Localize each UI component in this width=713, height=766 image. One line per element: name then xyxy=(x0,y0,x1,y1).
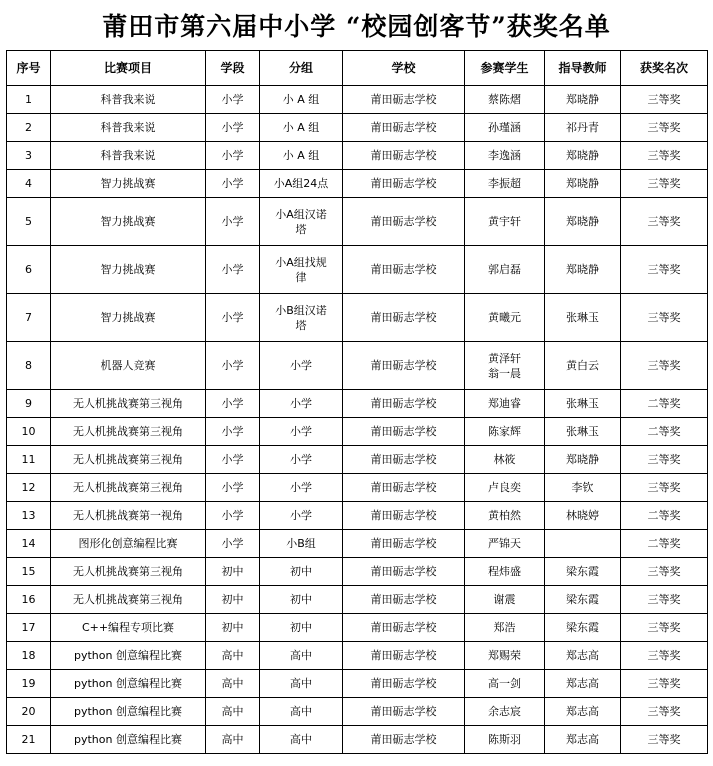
cell-no: 21 xyxy=(7,726,51,754)
cell-student: 李振超 xyxy=(465,170,545,198)
cell-teacher: 李钦 xyxy=(545,474,621,502)
cell-school: 莆田砺志学校 xyxy=(343,114,465,142)
table-row xyxy=(7,558,708,586)
cell-student: 林筱 xyxy=(465,446,545,474)
cell-no: 10 xyxy=(7,418,51,446)
table-row xyxy=(7,170,708,198)
cell-event: python 创意编程比赛 xyxy=(51,726,206,754)
table-row xyxy=(7,198,708,246)
cell-student: 黄柏然 xyxy=(465,502,545,530)
cell-award: 三等奖 xyxy=(621,246,708,294)
cell-event: 智力挑战赛 xyxy=(51,198,206,246)
cell-group: 小A组24点 xyxy=(260,170,343,198)
cell-teacher: 梁东霞 xyxy=(545,586,621,614)
table-row xyxy=(7,474,708,502)
cell-no: 15 xyxy=(7,558,51,586)
cell-level: 小学 xyxy=(206,418,260,446)
header-cell-student: 参赛学生 xyxy=(465,51,545,86)
table-row xyxy=(7,530,708,558)
cell-level: 初中 xyxy=(206,558,260,586)
cell-level: 初中 xyxy=(206,586,260,614)
cell-level: 小学 xyxy=(206,86,260,114)
cell-no: 14 xyxy=(7,530,51,558)
cell-group: 初中 xyxy=(260,586,343,614)
cell-student: 孙瑾涵 xyxy=(465,114,545,142)
cell-event: 科普我来说 xyxy=(51,86,206,114)
header-row xyxy=(7,51,708,86)
cell-teacher: 梁东霞 xyxy=(545,558,621,586)
cell-no: 11 xyxy=(7,446,51,474)
cell-level: 小学 xyxy=(206,170,260,198)
cell-teacher: 郑晓静 xyxy=(545,198,621,246)
cell-teacher: 林晓婷 xyxy=(545,502,621,530)
cell-school: 莆田砺志学校 xyxy=(343,502,465,530)
cell-event: 智力挑战赛 xyxy=(51,170,206,198)
cell-event: 无人机挑战赛第三视角 xyxy=(51,390,206,418)
cell-group: 小 A 组 xyxy=(260,142,343,170)
table-row xyxy=(7,114,708,142)
cell-teacher: 郑晓静 xyxy=(545,446,621,474)
cell-award: 三等奖 xyxy=(621,698,708,726)
award-table xyxy=(6,50,708,754)
table-row xyxy=(7,246,708,294)
cell-level: 小学 xyxy=(206,502,260,530)
cell-student: 余志宸 xyxy=(465,698,545,726)
table-row xyxy=(7,642,708,670)
cell-event: python 创意编程比赛 xyxy=(51,642,206,670)
cell-event: 无人机挑战赛第三视角 xyxy=(51,474,206,502)
table-row xyxy=(7,86,708,114)
cell-group: 高中 xyxy=(260,642,343,670)
cell-school: 莆田砺志学校 xyxy=(343,530,465,558)
cell-school: 莆田砺志学校 xyxy=(343,698,465,726)
table-row xyxy=(7,294,708,342)
cell-event: 科普我来说 xyxy=(51,142,206,170)
table-row xyxy=(7,726,708,754)
cell-school: 莆田砺志学校 xyxy=(343,142,465,170)
cell-award: 三等奖 xyxy=(621,558,708,586)
cell-no: 17 xyxy=(7,614,51,642)
cell-group: 小 A 组 xyxy=(260,114,343,142)
cell-group: 小B组汉诺 塔 xyxy=(260,294,343,342)
cell-no: 19 xyxy=(7,670,51,698)
header-cell-group: 分组 xyxy=(260,51,343,86)
header-cell-no: 序号 xyxy=(7,51,51,86)
cell-level: 小学 xyxy=(206,474,260,502)
cell-award: 三等奖 xyxy=(621,586,708,614)
cell-school: 莆田砺志学校 xyxy=(343,726,465,754)
cell-event: 无人机挑战赛第三视角 xyxy=(51,586,206,614)
cell-award: 二等奖 xyxy=(621,530,708,558)
cell-school: 莆田砺志学校 xyxy=(343,342,465,390)
cell-award: 三等奖 xyxy=(621,474,708,502)
cell-award: 三等奖 xyxy=(621,294,708,342)
table-row xyxy=(7,614,708,642)
cell-teacher: 郑晓静 xyxy=(545,170,621,198)
cell-award: 三等奖 xyxy=(621,614,708,642)
cell-award: 三等奖 xyxy=(621,170,708,198)
cell-award: 三等奖 xyxy=(621,114,708,142)
cell-group: 小学 xyxy=(260,474,343,502)
cell-award: 三等奖 xyxy=(621,446,708,474)
cell-student: 郑赐荣 xyxy=(465,642,545,670)
cell-group: 高中 xyxy=(260,726,343,754)
cell-no: 16 xyxy=(7,586,51,614)
cell-student: 严锦天 xyxy=(465,530,545,558)
cell-school: 莆田砺志学校 xyxy=(343,246,465,294)
cell-no: 1 xyxy=(7,86,51,114)
cell-group: 小B组 xyxy=(260,530,343,558)
cell-event: 无人机挑战赛第一视角 xyxy=(51,502,206,530)
cell-award: 二等奖 xyxy=(621,418,708,446)
cell-student: 陈家辉 xyxy=(465,418,545,446)
cell-student: 谢震 xyxy=(465,586,545,614)
cell-level: 高中 xyxy=(206,670,260,698)
cell-teacher: 梁东霞 xyxy=(545,614,621,642)
cell-award: 三等奖 xyxy=(621,670,708,698)
cell-level: 高中 xyxy=(206,642,260,670)
cell-school: 莆田砺志学校 xyxy=(343,86,465,114)
cell-teacher: 郑志高 xyxy=(545,698,621,726)
cell-no: 18 xyxy=(7,642,51,670)
cell-no: 4 xyxy=(7,170,51,198)
cell-student: 黄宇轩 xyxy=(465,198,545,246)
cell-school: 莆田砺志学校 xyxy=(343,294,465,342)
cell-level: 小学 xyxy=(206,142,260,170)
cell-teacher: 张琳玉 xyxy=(545,294,621,342)
cell-level: 小学 xyxy=(206,294,260,342)
cell-school: 莆田砺志学校 xyxy=(343,670,465,698)
cell-group: 小A组找规 律 xyxy=(260,246,343,294)
cell-school: 莆田砺志学校 xyxy=(343,614,465,642)
cell-no: 9 xyxy=(7,390,51,418)
cell-event: python 创意编程比赛 xyxy=(51,698,206,726)
page-title: 莆田市第六届中小学 “校园创客节”获奖名单 xyxy=(102,12,611,41)
cell-group: 小学 xyxy=(260,502,343,530)
cell-teacher: 祁丹青 xyxy=(545,114,621,142)
cell-level: 高中 xyxy=(206,698,260,726)
header-cell-award: 获奖名次 xyxy=(621,51,708,86)
cell-no: 12 xyxy=(7,474,51,502)
cell-student: 程炜盛 xyxy=(465,558,545,586)
cell-group: 高中 xyxy=(260,670,343,698)
cell-student: 陈斯羽 xyxy=(465,726,545,754)
cell-teacher: 郑晓静 xyxy=(545,142,621,170)
cell-level: 小学 xyxy=(206,390,260,418)
cell-no: 13 xyxy=(7,502,51,530)
cell-level: 小学 xyxy=(206,198,260,246)
cell-event: C++编程专项比赛 xyxy=(51,614,206,642)
cell-group: 初中 xyxy=(260,558,343,586)
cell-teacher: 张琳玉 xyxy=(545,418,621,446)
cell-teacher xyxy=(545,530,621,558)
cell-award: 三等奖 xyxy=(621,198,708,246)
table-row xyxy=(7,670,708,698)
cell-student: 卢良奕 xyxy=(465,474,545,502)
cell-event: 智力挑战赛 xyxy=(51,246,206,294)
cell-school: 莆田砺志学校 xyxy=(343,558,465,586)
cell-student: 郑迪睿 xyxy=(465,390,545,418)
cell-no: 7 xyxy=(7,294,51,342)
cell-group: 小学 xyxy=(260,446,343,474)
cell-teacher: 黄白云 xyxy=(545,342,621,390)
cell-level: 小学 xyxy=(206,342,260,390)
cell-award: 二等奖 xyxy=(621,502,708,530)
cell-student: 黄泽轩 翁一晨 xyxy=(465,342,545,390)
cell-event: 智力挑战赛 xyxy=(51,294,206,342)
table-row xyxy=(7,142,708,170)
cell-teacher: 郑晓静 xyxy=(545,86,621,114)
cell-school: 莆田砺志学校 xyxy=(343,418,465,446)
cell-student: 蔡陈熠 xyxy=(465,86,545,114)
cell-no: 2 xyxy=(7,114,51,142)
cell-group: 小A组汉诺 塔 xyxy=(260,198,343,246)
table-row xyxy=(7,418,708,446)
cell-group: 高中 xyxy=(260,698,343,726)
table-row xyxy=(7,446,708,474)
table-row xyxy=(7,586,708,614)
cell-no: 6 xyxy=(7,246,51,294)
cell-no: 8 xyxy=(7,342,51,390)
cell-award: 二等奖 xyxy=(621,390,708,418)
header-cell-teacher: 指导教师 xyxy=(545,51,621,86)
cell-level: 小学 xyxy=(206,530,260,558)
cell-award: 三等奖 xyxy=(621,142,708,170)
cell-group: 小学 xyxy=(260,418,343,446)
table-row xyxy=(7,342,708,390)
cell-award: 三等奖 xyxy=(621,726,708,754)
table-row xyxy=(7,390,708,418)
cell-school: 莆田砺志学校 xyxy=(343,586,465,614)
cell-student: 高一剑 xyxy=(465,670,545,698)
cell-student: 李逸涵 xyxy=(465,142,545,170)
header-cell-level: 学段 xyxy=(206,51,260,86)
table-row xyxy=(7,698,708,726)
cell-teacher: 郑晓静 xyxy=(545,246,621,294)
cell-school: 莆田砺志学校 xyxy=(343,642,465,670)
cell-event: 无人机挑战赛第三视角 xyxy=(51,418,206,446)
cell-group: 小 A 组 xyxy=(260,86,343,114)
cell-teacher: 郑志高 xyxy=(545,670,621,698)
cell-group: 初中 xyxy=(260,614,343,642)
cell-school: 莆田砺志学校 xyxy=(343,170,465,198)
cell-no: 20 xyxy=(7,698,51,726)
cell-student: 郭启磊 xyxy=(465,246,545,294)
cell-school: 莆田砺志学校 xyxy=(343,446,465,474)
cell-school: 莆田砺志学校 xyxy=(343,390,465,418)
cell-teacher: 郑志高 xyxy=(545,642,621,670)
cell-group: 小学 xyxy=(260,342,343,390)
cell-level: 初中 xyxy=(206,614,260,642)
cell-event: 图形化创意编程比赛 xyxy=(51,530,206,558)
cell-teacher: 张琳玉 xyxy=(545,390,621,418)
cell-event: 科普我来说 xyxy=(51,114,206,142)
cell-event: python 创意编程比赛 xyxy=(51,670,206,698)
cell-group: 小学 xyxy=(260,390,343,418)
cell-level: 高中 xyxy=(206,726,260,754)
cell-award: 三等奖 xyxy=(621,342,708,390)
cell-level: 小学 xyxy=(206,446,260,474)
cell-student: 黄曦元 xyxy=(465,294,545,342)
cell-event: 机器人竞赛 xyxy=(51,342,206,390)
cell-event: 无人机挑战赛第三视角 xyxy=(51,558,206,586)
table-row xyxy=(7,502,708,530)
cell-student: 郑浩 xyxy=(465,614,545,642)
cell-school: 莆田砺志学校 xyxy=(343,198,465,246)
cell-no: 3 xyxy=(7,142,51,170)
header-cell-event: 比赛项目 xyxy=(51,51,206,86)
cell-level: 小学 xyxy=(206,246,260,294)
cell-level: 小学 xyxy=(206,114,260,142)
cell-award: 三等奖 xyxy=(621,642,708,670)
cell-teacher: 郑志高 xyxy=(545,726,621,754)
header-cell-school: 学校 xyxy=(343,51,465,86)
cell-no: 5 xyxy=(7,198,51,246)
cell-award: 三等奖 xyxy=(621,86,708,114)
cell-event: 无人机挑战赛第三视角 xyxy=(51,446,206,474)
cell-school: 莆田砺志学校 xyxy=(343,474,465,502)
